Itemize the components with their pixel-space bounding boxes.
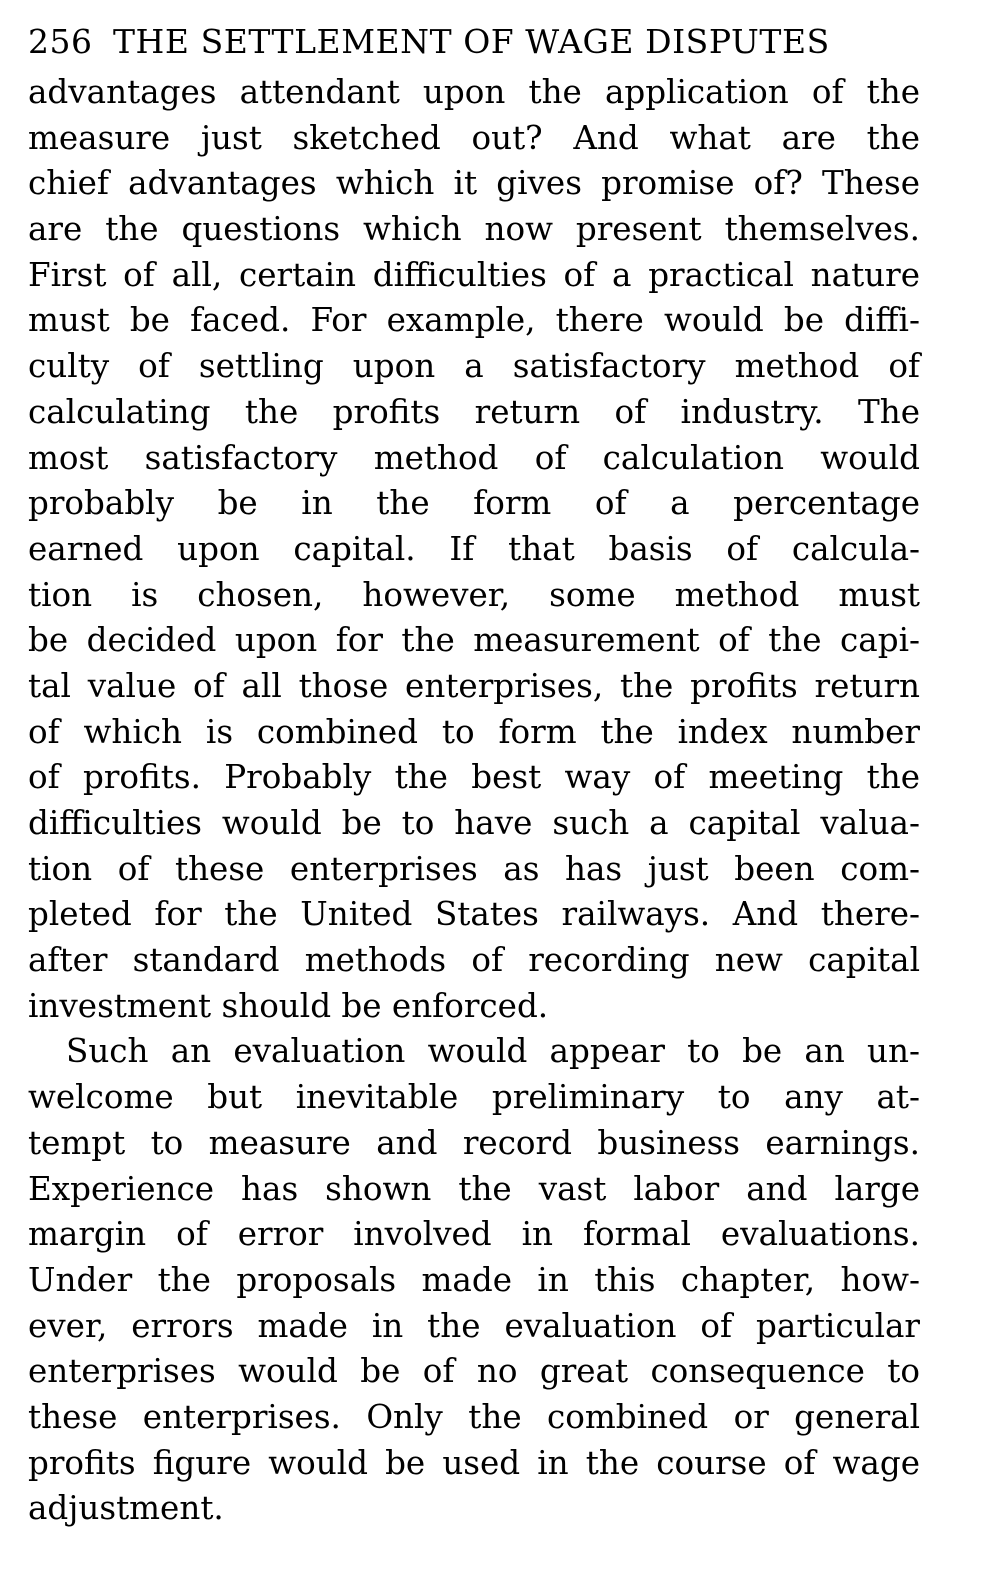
text-line: advantages attendant upon the application of the	[28, 73, 920, 111]
book-page	[28, 14, 920, 1532]
text-line: First of all, certain difficulties of a practical nature	[28, 255, 920, 294]
text-line: are the questions which now present themselves.	[28, 210, 920, 249]
text-line: pleted for the United States railways. And there-	[28, 895, 920, 934]
text-line: must be faced. For example, there would be diffi-	[28, 301, 920, 340]
text-line: measure just sketched out? And what are the	[28, 118, 920, 157]
text-line: profits figure would be used in the course of wage	[28, 1443, 920, 1482]
text-line: Such an evaluation would appear to be an un-	[66, 1032, 920, 1071]
running-title: THE SETTLEMENT OF WAGE DISPUTES	[113, 22, 830, 61]
text-line: tion of these enterprises as has just been com-	[28, 849, 920, 888]
paragraph-1	[28, 70, 920, 1029]
text-line: investment should be enforced.	[28, 986, 549, 1025]
text-line: welcome but inevitable preliminary to any at-	[28, 1078, 920, 1117]
text-line: Under the proposals made in this chapter, how-	[28, 1260, 920, 1299]
text-line: earned upon capital. If that basis of calcula-	[28, 529, 920, 568]
text-line: be decided upon for the measurement of the capi-	[28, 621, 920, 660]
text-line: enterprises would be of no great consequence to	[28, 1352, 920, 1391]
text-line: of profits. Probably the best way of meeting the	[28, 758, 920, 797]
text-line: margin of error involved in formal evaluations.	[28, 1215, 920, 1254]
body-text	[28, 70, 920, 1532]
text-line: Experience has shown the vast labor and large	[28, 1169, 920, 1208]
paragraph-2	[28, 1029, 920, 1532]
text-line: tal value of all those enterprises, the profits return	[28, 666, 920, 705]
text-line: after standard methods of recording new capital	[28, 941, 920, 980]
text-line: these enterprises. Only the combined or general	[28, 1397, 920, 1436]
text-line: of which is combined to form the index number	[28, 712, 920, 751]
text-line: tempt to measure and record business earnings.	[28, 1123, 920, 1162]
text-line: chief advantages which it gives promise of? These	[28, 164, 920, 203]
text-line: culty of settling upon a satisfactory method of	[28, 347, 920, 386]
text-line: ever, errors made in the evaluation of particular	[28, 1306, 920, 1345]
text-line: difficulties would be to have such a capital valua-	[28, 804, 920, 842]
running-head	[28, 14, 920, 70]
text-line: calculating the profits return of industry. The	[28, 392, 920, 431]
text-line: most satisfactory method of calculation would	[28, 438, 920, 477]
text-line: adjustment.	[28, 1489, 224, 1528]
page-number: 256	[28, 22, 93, 61]
text-line: tion is chosen, however, some method must	[28, 575, 920, 614]
text-line: probably be in the form of a percentage	[28, 484, 920, 523]
